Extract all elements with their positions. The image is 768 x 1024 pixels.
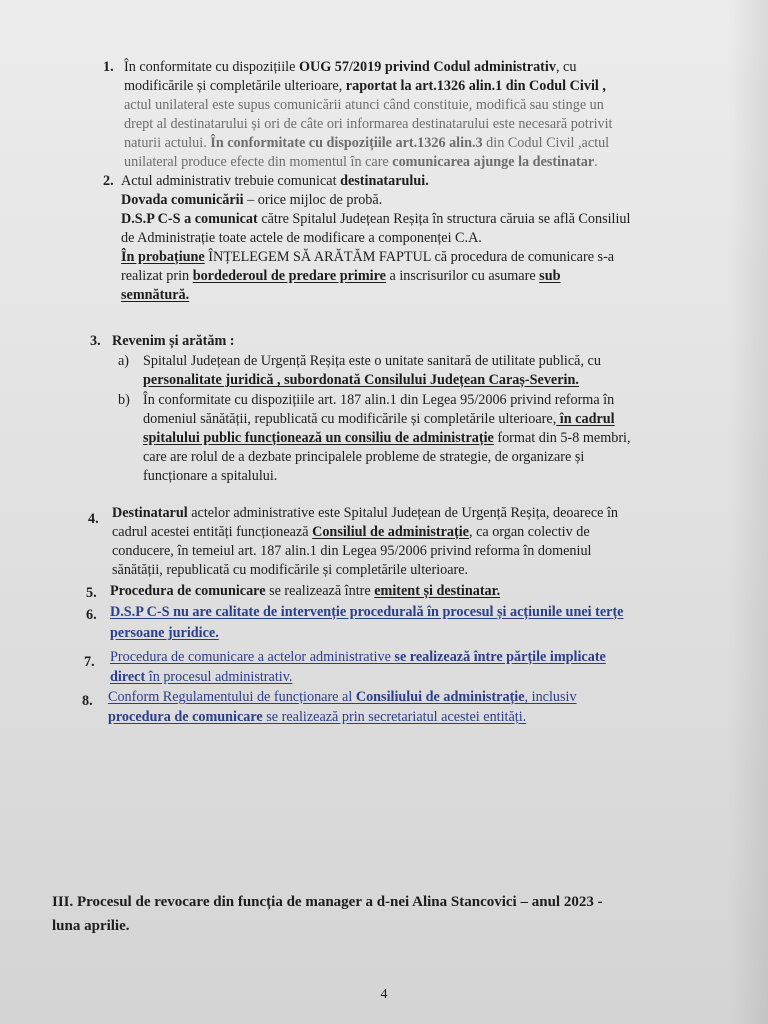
item-number: 5.	[86, 585, 97, 601]
text-line: de Administrație toate actele de modificare a componenței C.A.	[121, 230, 482, 246]
text-line	[124, 153, 598, 171]
text-line	[112, 504, 618, 522]
text-line	[124, 134, 609, 152]
text-line	[110, 668, 292, 686]
text-line: semnătură.	[121, 287, 190, 303]
text-run: din Codul Civil	[502, 78, 599, 94]
sub-label: b)	[118, 392, 130, 408]
section-heading: luna aprilie.	[52, 918, 130, 934]
text-run: Destinatarul	[112, 505, 188, 521]
text-line	[112, 523, 590, 541]
item-number: 7.	[84, 654, 95, 670]
text-run: Dovada comunicării	[121, 192, 244, 208]
text-line: D.S.P C-S nu are calitate de intervenție procedurală în procesul și acțiunile unei terțe	[110, 604, 624, 620]
item-number: 6.	[86, 607, 97, 623]
text-run: Procedura de comunicare a actelor administrative	[110, 649, 395, 665]
text-run: Procedura de comunicare	[110, 583, 266, 599]
text-run: procedura de comunicare	[108, 709, 263, 725]
section-heading: III. Procesul de revocare din funcția de manager a d-nei Alina Stancovici – anul 2023 -	[52, 894, 603, 910]
text-run: Conform Regulamentului de funcționare al	[108, 689, 356, 705]
text-run: din Codul Civil ,actul	[482, 135, 610, 151]
text-run: că procedura de comunicare s-a	[430, 249, 615, 265]
text-line: În conformitate cu dispozițiile art. 187 alin.1 din Legea 95/2006 privind reforma în	[143, 392, 615, 408]
text-run: În conformitate cu dispozițiile	[124, 59, 299, 75]
text-line	[124, 58, 736, 76]
text-line: drept al destinatarului și ori de câte ori informarea destinatarului este necesară potrivit	[124, 116, 613, 132]
text-line	[121, 191, 382, 209]
text-run: comunicarea ajunge la destinatar	[392, 154, 595, 170]
text-line	[121, 210, 630, 228]
text-run: În conformitate cu dispozițiile art.1326 alin.3	[210, 135, 483, 151]
text-run: în cadrul	[556, 411, 615, 427]
text-run: realizat prin	[121, 268, 193, 284]
text-run: raportat la art.1326 alin.1	[345, 78, 503, 94]
text-run: Consiliului de administrație	[355, 689, 525, 705]
text-line: actul unilateral este supus comunicării atunci când constituie, modifică sau stinge un	[124, 97, 604, 113]
text-run: ,	[598, 78, 606, 94]
text-line: persoane juridice.	[110, 625, 219, 641]
text-line	[110, 582, 500, 600]
text-run: , cu	[555, 59, 577, 75]
text-run: – orice mijloc de probă.	[243, 192, 383, 208]
text-run: în procesul administrativ.	[145, 669, 293, 685]
text-line	[108, 688, 577, 706]
section-heading: Revenim și arătăm :	[112, 333, 235, 349]
text-run: se realizează între	[265, 583, 375, 599]
text-run: Actul administrativ trebuie comunicat	[121, 173, 341, 189]
text-line	[124, 77, 606, 95]
text-run: a inscrisurilor cu asumare	[385, 268, 540, 284]
text-run: OUG 57/2019 privind Codul administrativ	[298, 59, 556, 75]
item-number: 1.	[103, 59, 114, 75]
text-run: .	[594, 154, 598, 170]
item-number: 8.	[82, 693, 93, 709]
text-line: funcționare a spitalului.	[143, 468, 278, 484]
text-run: Consiliul de administrație	[312, 524, 469, 540]
text-line	[110, 648, 606, 666]
text-run: bordederoul de predare primire	[192, 268, 386, 284]
text-line	[121, 248, 614, 266]
text-line	[108, 708, 526, 726]
text-run: se realizează între părțile implicate	[394, 649, 606, 665]
text-line: Spitalul Județean de Urgență Reșița este o unitate sanitară de utilitate publică, cu	[143, 353, 601, 369]
text-run: , inclusiv	[524, 689, 577, 705]
text-run: se realizează prin secretariatul acestei entități.	[262, 709, 527, 725]
text-run: sub	[539, 268, 561, 284]
text-line: conducere, în temeiul art. 187 alin.1 din Legea 95/2006 privind reforma în domeniul	[112, 543, 592, 559]
text-line	[143, 429, 631, 447]
text-run: destinatarului.	[340, 173, 429, 189]
text-line: sănătății, republicată cu modificările și completările ulterioare.	[112, 562, 469, 578]
sub-label: a)	[118, 353, 130, 369]
text-line	[121, 267, 560, 285]
text-run: format din 5-8 membri,	[493, 430, 631, 446]
text-line: personalitate juridică , subordonată Consilului Județean Caraș-Severin.	[143, 372, 579, 388]
text-run: emitent și destinatar.	[374, 583, 501, 599]
text-line: care are rolul de a dezbate principalele probleme de strategie, de organizare și	[143, 449, 585, 465]
item-number: 2.	[103, 173, 114, 189]
item-number: 3.	[90, 333, 101, 349]
text-run: unilateral produce efecte din momentul în care	[124, 154, 393, 170]
text-run: domeniul sănătății, republicată cu modificările și completările ulterioare,	[143, 411, 557, 427]
text-line	[143, 410, 615, 428]
text-run: direct	[110, 669, 146, 685]
text-run: În probațiune	[121, 249, 205, 265]
text-run: D.S.P C-S a comunicat	[121, 211, 258, 227]
text-run: ÎNȚELEGEM SĂ ARĂTĂM FAPTUL	[204, 249, 431, 265]
text-line	[121, 172, 429, 190]
text-run: , ca organ colectiv de	[468, 524, 590, 540]
text-run: către Spitalul Județean Reșița în structura căruia se află Consiliul	[257, 211, 631, 227]
text-run: naturii actului.	[124, 135, 211, 151]
item-number: 4.	[88, 511, 99, 527]
text-run: actelor administrative este Spitalul Județean de Urgență Reșița, deoarece în	[187, 505, 619, 521]
page-edge-shadow	[728, 0, 768, 1024]
text-run: modificările și completările ulterioare,	[124, 78, 346, 94]
page-number: 4	[380, 987, 388, 1002]
text-run: spitalului public funcționează un consiliu de administrație	[143, 430, 494, 446]
text-run: cadrul acestei entități funcționează	[112, 524, 313, 540]
